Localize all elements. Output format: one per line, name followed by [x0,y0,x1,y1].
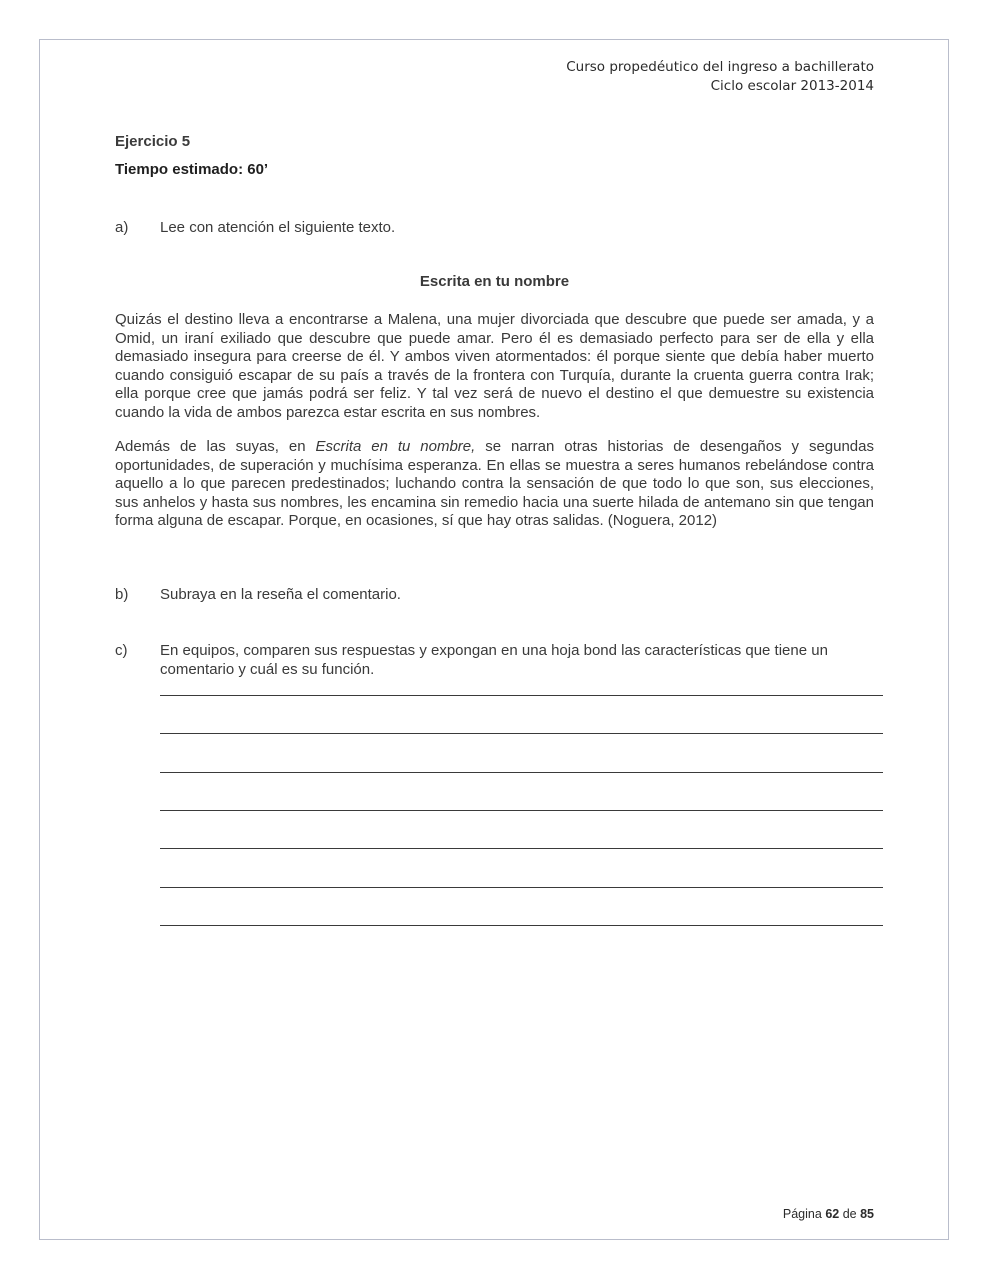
reading-paragraph-2 [115,438,874,531]
book-title-italic: Escrita en tu nombre, [315,438,476,455]
answer-line-2[interactable] [160,733,883,734]
paragraph-2-end: se narran otras historias de desengaños y segundas oportunidades, de superación y muchísima esperanza. En ellas se muestra a seres humanos rebelándose contra aquello a lo que parecen predestinados; luchando contra la sensación de que todo lo que son, sus elecciones, sus anhelos y hasta sus nombres, les encamina sin remedio hacia una suerte hilada de antemano sin que tengan forma alguna de escapar. Porque, en ocasiones, sí que hay otras salidas. (Noguera, 2012) [115,438,874,530]
instruction-a-text: Lee con atención el siguiente texto. [160,219,396,236]
page-total: 85 [860,1207,874,1221]
instruction-a-label: a) [115,219,129,236]
exercise-number: Ejercicio 5 [115,133,191,150]
header-course: Curso propedéutico del ingreso a bachillerato [566,59,874,75]
answer-line-6[interactable] [160,887,883,888]
answer-line-5[interactable] [160,848,883,849]
answer-line-7[interactable] [160,925,883,926]
instruction-b-label: b) [115,586,129,603]
page-prefix: Página [782,1207,822,1221]
page-current: 62 [825,1207,840,1221]
header-school-year: Ciclo escolar 2013-2014 [710,78,874,94]
instruction-c-text: En equipos, comparen sus respuestas y expongan en una hoja bond las características que tiene un comentario y cuál es su función. [160,642,828,678]
answer-line-4[interactable] [160,810,883,811]
answer-line-1[interactable] [160,695,883,696]
instruction-c-label: c) [115,642,128,659]
page-header [566,58,874,96]
estimated-time: Tiempo estimado: 60’ [115,161,269,178]
instruction-b-text: Subraya en la reseña el comentario. [160,586,401,603]
page-sep: de [842,1207,857,1221]
reading-paragraph-1: Quizás el destino lleva a encontrarse a Malena, una mujer divorciada que descubre que puede ser amada, y a Omid, un iraní exiliado que descubre que puede amar. Pero él es demasiado perfecto para ser de ella y ella demasiado insegura para creerse de él. Y ambos viven atormentados: él porque siente que debía haber muerto cuando consiguió escapar de su país a través de la frontera con Turquía, durante la cruenta guerra contra Irak; ella porque cree que jamás podrá ser feliz. Y tal vez será de nuevo el destino el que demuestre su existencia cuando la vida de ambos parezca estar escrita en sus nombres. [115,311,874,421]
page-number [783,1207,874,1221]
reading-title: Escrita en tu nombre [419,273,570,290]
paragraph-2-start: Además de las suyas, en [115,438,316,455]
answer-line-3[interactable] [160,772,883,773]
